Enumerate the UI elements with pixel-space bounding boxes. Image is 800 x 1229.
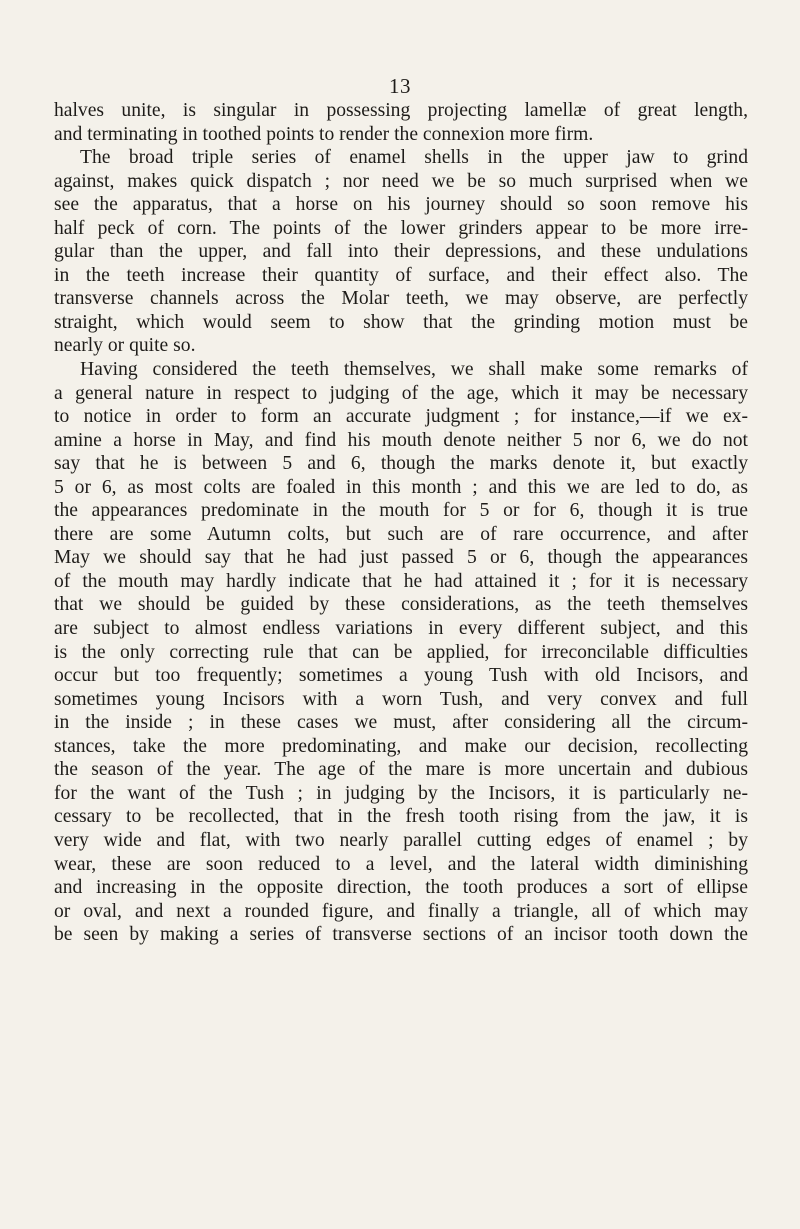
text-line: May we should say that he had just passed 5 or 6, though the appearances	[54, 547, 748, 569]
body-text	[54, 99, 748, 947]
text-line: amine a horse in May, and find his mouth denote neither 5 nor 6, we do not	[54, 429, 748, 451]
text-line: halves unite, is singular in possessing projecting lamellæ of great length,	[54, 100, 748, 121]
text-line: stances, take the more predominating, and make our decision, recollecting	[54, 735, 748, 757]
text-line: of the mouth may hardly indicate that he had attained it ; for it is necessary	[54, 570, 748, 592]
text-line: that we should be guided by these considerations, as the teeth themselves	[54, 594, 748, 616]
text-line: and increasing in the opposite direction, the tooth produces a sort of ellipse	[54, 877, 748, 899]
text-line: half peck of corn. The points of the lower grinders appear to be more irre-	[54, 217, 748, 239]
text-line: Having considered the teeth themselves, we shall make some remarks of	[80, 359, 748, 381]
text-line: The broad triple series of enamel shells in the upper jaw to grind	[80, 147, 748, 169]
text-line: and terminating in toothed points to render the connexion more firm.	[54, 123, 594, 145]
text-line: occur but too frequently; sometimes a young Tush with old Incisors, and	[54, 665, 748, 687]
page-number: 13	[389, 74, 411, 98]
text-line: transverse channels across the Molar teeth, we may observe, are perfectly	[54, 288, 748, 310]
text-line: a general nature in respect to judging of the age, which it may be necessary	[54, 382, 748, 404]
text-line: the appearances predominate in the mouth for 5 or for 6, though it is true	[54, 500, 748, 522]
text-line: or oval, and next a rounded figure, and finally a triangle, all of which may	[54, 900, 748, 922]
text-line: say that he is between 5 and 6, though the marks denote it, but exactly	[54, 453, 748, 475]
text-line: against, makes quick dispatch ; nor need we be so much surprised when we	[54, 170, 748, 192]
text-line: sometimes young Incisors with a worn Tush, and very convex and full	[54, 688, 748, 710]
text-line: nearly or quite so.	[54, 335, 196, 357]
text-line: be seen by making a series of transverse sections of an incisor tooth down the	[54, 924, 748, 946]
text-line: is the only correcting rule that can be applied, for irreconcilable difficulties	[54, 641, 748, 663]
text-line: straight, which would seem to show that the grinding motion must be	[54, 311, 748, 333]
text-line: wear, these are soon reduced to a level, and the lateral width diminishing	[54, 853, 748, 875]
text-line: there are some Autumn colts, but such are of rare occurrence, and after	[54, 523, 748, 545]
text-line: gular than the upper, and fall into their depressions, and these undulations	[54, 241, 748, 263]
text-line: 5 or 6, as most colts are foaled in this month ; and this we are led to do, as	[54, 476, 748, 498]
text-line: are subject to almost endless variations in every different subject, and this	[54, 618, 748, 640]
text-line: to notice in order to form an accurate judgment ; for instance,—if we ex-	[54, 406, 748, 428]
text-line: cessary to be recollected, that in the fresh tooth rising from the jaw, it is	[54, 806, 748, 828]
text-line: in the inside ; in these cases we must, after considering all the circum-	[54, 712, 748, 734]
text-line: the season of the year. The age of the mare is more uncertain and dubious	[54, 759, 748, 781]
text-line: very wide and flat, with two nearly parallel cutting edges of enamel ; by	[54, 829, 748, 851]
text-line: see the apparatus, that a horse on his journey should so soon remove his	[54, 194, 748, 216]
text-line: in the teeth increase their quantity of surface, and their effect also. The	[54, 264, 748, 286]
text-line: for the want of the Tush ; in judging by the Incisors, it is particularly ne-	[54, 782, 748, 804]
